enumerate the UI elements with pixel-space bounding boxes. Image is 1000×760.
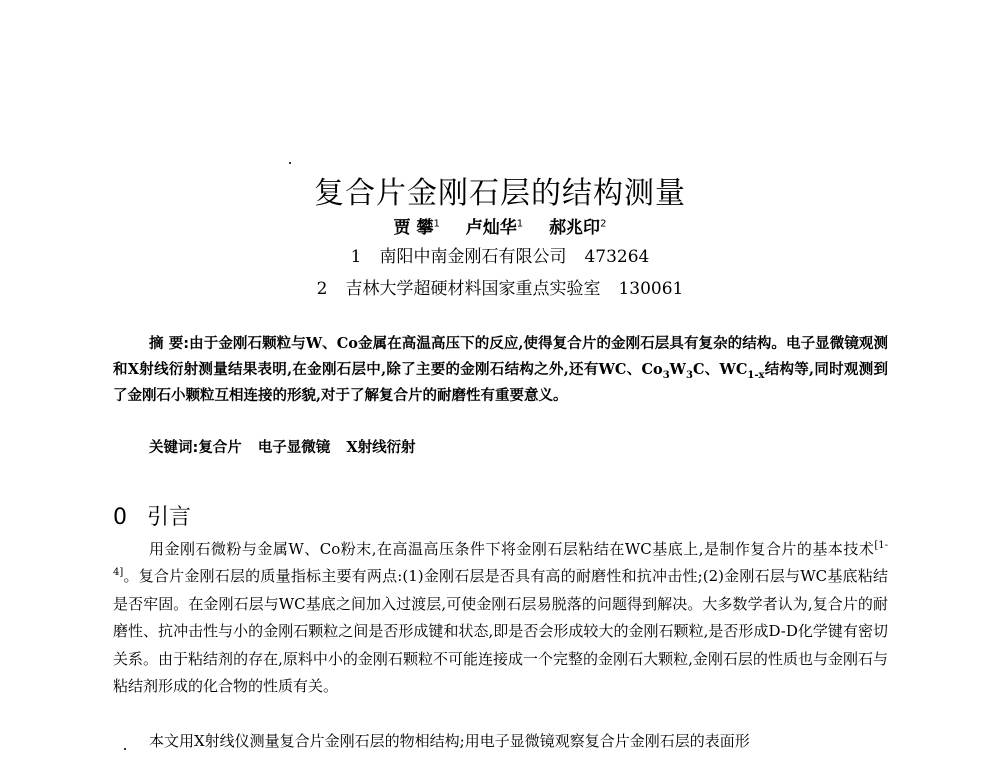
paper-title: 复合片金刚石层的结构测量 (314, 176, 686, 211)
keyword: 电子显微镜 (257, 439, 331, 456)
affiliation: 1 南阳中南金刚石有限公司 473264 (350, 247, 650, 267)
abstract: 摘 要:由于金刚石颗粒与W、Co金属在高温高压下的反应,使得复合片的金刚石层具有复杂的结构。电子显微镜观测和X射线衍射测量结果表明,在金刚石层中,除了主要的金刚石结构之外,还有WC、$Co_3W_3C$、$WC_{1-x}$结构等,同时观测到了金刚石小颗粒互相连接的形貌,对于了解复合片的耐磨性有重要意义。 (113, 335, 888, 405)
keywords (149, 436, 432, 457)
keyword: X射线衍射 (346, 439, 416, 456)
section-heading: 0 引言 (113, 505, 192, 530)
keywords-label: 关键词: (149, 440, 199, 456)
body-paragraph: 用金刚石微粉与金属W、Co粉末,在高温高压条件下将金刚石层粘结在WC基底上,是制作复合片的基本技术[1-4]。复合片金刚石层的质量指标主要有两点:(1)金刚石层是否具有高的耐磨性和抗冲击性;(2)金刚石层与WC基底粘结是否牢固。在金刚石层与WC基底之间加入过渡层,可使金刚石层易脱落的问题得到解决。大多数学者认为,复合片的耐磨性、抗冲击性与小的金刚石颗粒之间是否形成键和状态,即是否会形成较大的金刚石颗粒,是否形成D-D化学键有密切关系。由于粘结剂的存在,原料中小的金刚石颗粒不可能连接成一个完整的金刚石大颗粒,金刚石层的性质也与金刚石与粘结剂形成的化合物的性质有关。 (113, 540, 888, 696)
abstract-label: 摘 要: (149, 336, 190, 352)
body-paragraph: 本文用X射线仪测量复合片金刚石层的物相结构;用电子显微镜观察复合片金刚石层的表面形 (149, 732, 750, 750)
author-list (0, 213, 1000, 238)
author: 卢灿华$^1$ (465, 218, 524, 238)
keyword: 复合片 (198, 439, 242, 456)
author: 贾 攀$^1$ (393, 218, 440, 238)
author: 郝兆印$^2$ (549, 218, 607, 238)
affiliation: 2 吉林大学超硬材料国家重点实验室 130061 (316, 279, 684, 299)
scan-speck (289, 162, 291, 164)
citation: [1-4] (113, 540, 888, 579)
